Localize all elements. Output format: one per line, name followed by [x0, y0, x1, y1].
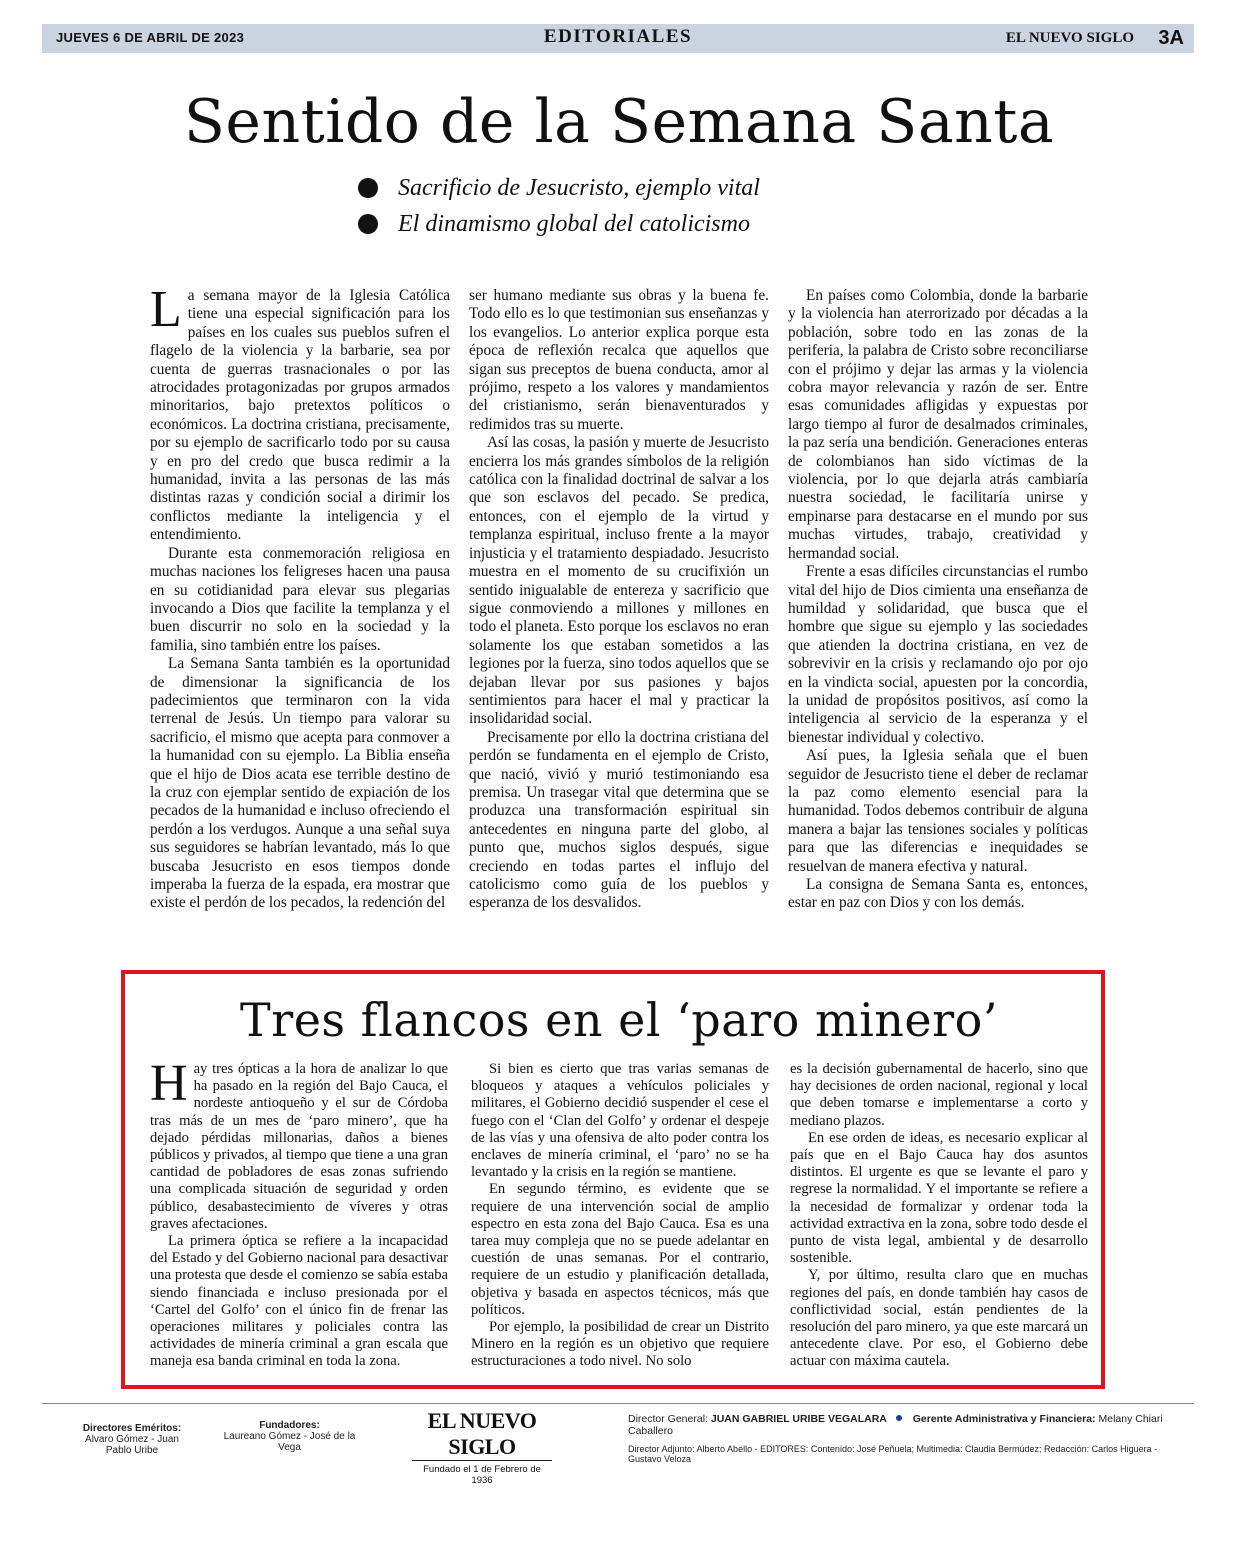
footer-divider [42, 1403, 1194, 1404]
paragraph: es la decisión gubernamental de hacerlo, sino que hay decisiones de orden nacional, regional y local que deben tomarse e implementarse a corto y mediano plazos. [790, 1061, 1088, 1129]
paragraph: Así pues, la Iglesia señala que el buen seguidor de Jesucristo tiene el deber de reclamar la paz como elemento esencial para la humanidad. Todos debemos contribuir de alguna manera a bajar las tensiones sociales y políticas para que las diferencias e inequidades se resuelvan de manera efectiva y natural. [788, 747, 1088, 875]
editorial-1-column-2 [469, 287, 769, 913]
paragraph: Precisamente por ello la doctrina cristiana del perdón se fundamenta en el ejemplo de Cristo, que nació, vivió y murió testimoniando esa premisa. Un trasegar vital que determina que se produzca una transformación espiritual sin antecedentes en ninguna parte del globo, al punto que, muchos siglos después, sigue creciendo en todas partes el influjo del catolicismo como guía de los pueblos y esperanza de los desvalidos. [469, 728, 769, 912]
director-name: JUAN GABRIEL URIBE VEGALARA [710, 1413, 887, 1425]
editorial-2-column-1 [150, 1055, 448, 1371]
founded-date: Fundado el 1 de Febrero de 1936 [423, 1464, 541, 1486]
paragraph: Por ejemplo, la posibilidad de crear un Distrito Minero en la región es un objetivo que requiere estructuraciones a todo nivel. No solo [471, 1319, 769, 1370]
footer-founders [222, 1420, 357, 1453]
director-label: Director General: [628, 1413, 708, 1425]
footer-emeritus [72, 1423, 192, 1456]
editorial-1-title: Sentido de la Semana Santa [183, 87, 1055, 157]
bullet-dot-icon [358, 178, 378, 198]
paragraph: ser humano mediante sus obras y la buena fe. Todo ello es lo que testimonian sus enseñanzas y los evangelios. Lo anterior explica porque esta época de reflexión recalca que aquellos que sigan sus preceptos de buena conducta, amor al prójimo, respeto a los valores y mandamientos del cristianismo, serán bienaventurados y redimidos tras su muerte. [469, 287, 769, 433]
drop-cap: L [150, 281, 182, 338]
manager-label: Gerente Administrativa y Financiera: [912, 1413, 1096, 1425]
paragraph: En segundo término, es evidente que se requiere de una intervención social de amplio espectro en esta zona del Bajo Cauca. Esa es una tarea muy compleja que no se puede adelantar en cuestión de unas semanas. Por el contrario, requiere de un estudio y planificación detallada, objetiva y basada en aspectos técnicos, más que políticos. [471, 1181, 769, 1318]
subhead-2 [358, 206, 760, 242]
section-title: EDITORIALES [543, 26, 693, 47]
paragraph: Así las cosas, la pasión y muerte de Jesucristo encierra los más grandes símbolos de la religión católica con la finalidad doctrinal de salvar a los que son esclavos del pecado. Se predica, entonces, con el ejemplo de la virtud y templanza espiritual, incluso frente a la mayor injusticia y el tratamiento despiadado. Jesucristo muestra en el momento de su crucifixión un sentido inigualable de entereza y sacrificio que sigue conmoviendo a millones y millones en todo el planeta. Esto porque los esclavos no eran solamente los que estaban sometidos a las legiones por la fuerza, sino todos aquellos que se dejaban llevar por sus pasiones y bajos sentimientos para hacer el mal y practicar la insolidaridad social. [469, 434, 769, 728]
emeritus-label: Directores Eméritos: [82, 1423, 182, 1434]
editorial-1-column-1 [150, 281, 450, 913]
editorial-1-column-3 [788, 287, 1088, 913]
subhead-text: El dinamismo global del catolicismo [398, 210, 750, 237]
drop-cap: H [150, 1055, 188, 1112]
logo-name: EL NUEVO SIGLO [412, 1408, 552, 1461]
subhead-text: Sacrificio de Jesucristo, ejemplo vital [398, 174, 760, 201]
paragraph: Durante esta conmemoración religiosa en muchas naciones los feligreses hacen una pausa en su cotidianidad para elevar sus plegarias invocando a Dios que facilite la templanza y el buen discurrir no solo en la sociedad y la familia, sino también entre los países. [150, 544, 450, 654]
manager-name: Melany Chiari Caballero [628, 1413, 1163, 1437]
staff-line: Director Adjunto: Alberto Abello - EDITORES: Contenido: José Peñuela; Multimedia: Claudia Bermúdez; Redacción: Carlos Higuera - Gustavo Veloza [628, 1444, 1158, 1464]
footer-staff [628, 1413, 1188, 1464]
paragraph: La semana mayor de la Iglesia Católica tiene una especial significación para los países en los cuales sus pueblos sufren el flagelo de la violencia y la barbarie, sea por cuenta de guerras trasnacionales o por las atrocidades protagonizadas por grupos armados minoritarios, bajo pretextos políticos o económicos. La doctrina cristiana, precisamente, por su ejemplo de sacrificarlo todo por su causa y en pro del credo que busca redimir a la humanidad, invita a las personas de las más distintas razas y condición social a dirimir los conflictos mediante la inteligencia y el entendimiento. [150, 281, 450, 544]
editorial-1-subheads [358, 170, 760, 242]
subhead-1 [358, 170, 760, 206]
paragraph: La primera óptica se refiere a la incapacidad del Estado y del Gobierno nacional para desactivar una protesta que desde el comienzo se sabía estaba siendo financiada e incluso presionada por el ‘Cartel del Golfo’ con el único fin de frenar las operaciones militares y policiales contra las actividades de minería criminal a gran escala que maneja esa banda criminal en toda la zona. [150, 1233, 448, 1370]
paragraph: Frente a esas difíciles circunstancias el rumbo vital del hijo de Dios cimienta una enseñanza de humildad y solidaridad, que busca que el hombre que sigue su ejemplo y las sociedades que atienden la doctrina cristiana, en vez de sobrevivir en la crisis y reclamando ojo por ojo en la vindicta social, apuesten por la concordia, la unidad de propósitos positivos, así como la inteligencia al servicio de la esperanza y el bienestar individual y colectivo. [788, 563, 1088, 746]
paper-name: EL NUEVO SIGLO [1005, 30, 1134, 46]
editorial-2-column-2 [471, 1061, 769, 1371]
editorial-2-column-3 [790, 1061, 1088, 1371]
page-header [42, 24, 1194, 53]
paragraph: Si bien es cierto que tras varias semanas de bloqueos y ataques a vehículos policiales y militares, el Gobierno decidió suspender el cese el fuego con el ‘Clan del Golfo’ y ordenar el despeje de las vías y una ofensiva de alto poder contra los enclaves de minería criminal, el ‘paro’ no se ha levantado y la crisis en la región se mantiene. [471, 1061, 769, 1181]
founders-names: Laureano Gómez - José de la Vega [223, 1431, 356, 1453]
editorial-2-title: Tres flancos en el ‘paro minero’ [240, 993, 998, 1047]
paragraph: Hay tres ópticas a la hora de analizar lo que ha pasado en la región del Bajo Cauca, el nordeste antioqueño y el sur de Córdoba tras más de un mes de ‘paro minero’, que ha dejado pérdidas millonarias, daños a bienes públicos y privados, al tiempo que tiene a una gran cantidad de pobladores de esas zonas sufriendo una complicada situación de seguridad y orden público, desabastecimiento de víveres y otras graves afectaciones. [150, 1055, 448, 1232]
emeritus-names: Alvaro Gómez - Juan Pablo Uribe [85, 1434, 179, 1456]
founders-label: Fundadores: [259, 1420, 320, 1431]
bullet-dot-icon [358, 214, 378, 234]
paragraph: En ese orden de ideas, es necesario explicar al país que en el Bajo Cauca hay dos asuntos distintos. El urgente es que se levante el paro y regrese la normalidad. Y el importante se refiere a la necesidad de formalizar y ordenar toda la actividad extractiva en la zona, sobre todo desde el punto de vista legal, ambiental y de desarrollo sostenible. [790, 1129, 1088, 1267]
page-number: 3A [1158, 27, 1184, 49]
separator-dot-icon [896, 1415, 902, 1421]
paragraph: Y, por último, resulta claro que en muchas regiones del país, en donde también hay casos de conflictividad social, están pendientes de la resolución del paro minero, ya que este marcará un antecedente clave. Por eso, el Gobierno debe actuar con máxima cautela. [790, 1267, 1088, 1370]
paragraph: La Semana Santa también es la oportunidad de dimensionar la significancia de los padecimientos que terminaron con la vida terrenal de Jesús. Un tiempo para valorar su sacrificio, el mismo que acepta para conmover a la humanidad con su ejemplo. La Biblia enseña que el hijo de Dios acata ese terrible destino de la cruz con ejemplar sentido de expiación de los pecados de la humanidad e incluso ofreciendo el perdón a los verdugos. Aunque a una señal suya sus seguidores se habrían levantado, más lo que buscaba Jesucristo en esos tiempos donde imperaba la fuerza de la espada, era mostrar que existe el perdón de los pecados, la redención del [150, 655, 450, 912]
page-date: JUEVES 6 DE ABRIL DE 2023 [56, 30, 245, 45]
paragraph: En países como Colombia, donde la barbarie y la violencia han aterrorizado por décadas a la población, sobre todo en las zonas de la periferia, la palabra de Cristo sobre reconciliarse con el prójimo y dejar las armas y la violencia cobra mayor relevancia y razón de ser. Entre esas comunidades afligidas y expuestas por largo tiempo al furor de desalmados criminales, la paz sería una bendición. Generaciones enteras de colombianos han sido víctimas de la violencia, por lo que dejarla atrás cambiaría nuestra sociedad, le facilitaría unirse y empinarse para destacarse en el mundo por sus muchas virtudes, trabajo, creatividad y hermandad social. [788, 287, 1088, 562]
paper-logo [412, 1408, 552, 1486]
paragraph: La consigna de Semana Santa es, entonces, estar en paz con Dios y con los demás. [788, 876, 1088, 912]
